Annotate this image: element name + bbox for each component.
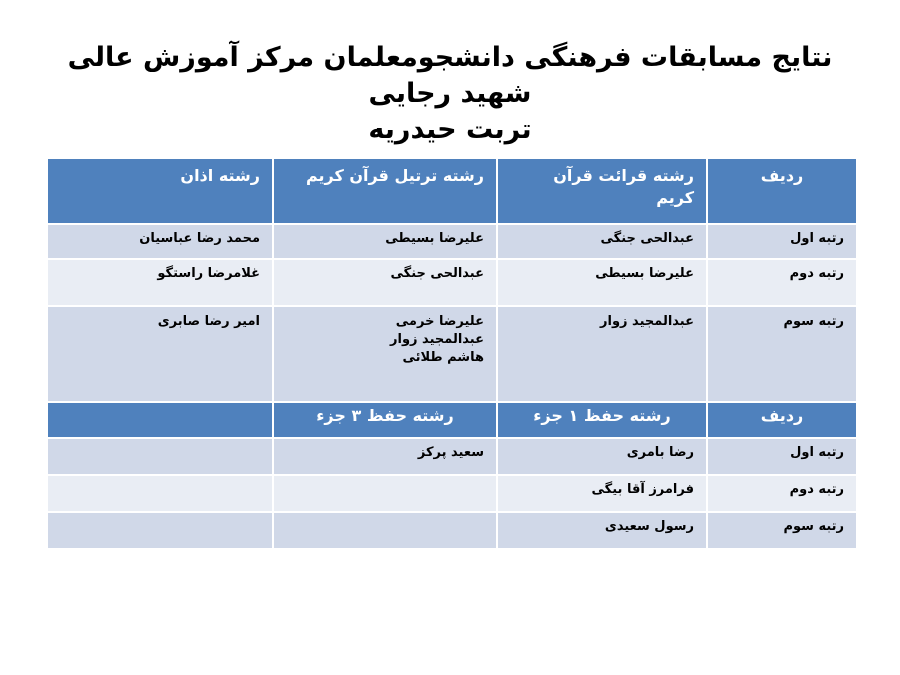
- memorization-results-table: [46, 401, 858, 550]
- cell-qiraat: عبدالمجید زوار: [497, 306, 707, 402]
- cell-rank: رتبه دوم: [707, 259, 857, 306]
- table-row: [47, 475, 857, 512]
- cell-empty: [47, 438, 273, 475]
- table-row: [47, 512, 857, 549]
- cell-rank: رتبه دوم: [707, 475, 857, 512]
- cell-qiraat: عبدالحی جنگی: [497, 224, 707, 259]
- cell-hifz-1: رضا بامری: [497, 438, 707, 475]
- title-line-1: نتایج مسابقات فرهنگی دانشجومعلمان مرکز آموزش عالی شهید رجایی: [67, 42, 833, 109]
- cell-hifz-1: رسول سعیدی: [497, 512, 707, 549]
- table-row: [47, 438, 857, 475]
- cell-azan: غلامرضا راستگو: [47, 259, 273, 306]
- cell-qiraat: علیرضا بسیطی: [497, 259, 707, 306]
- cell-tartil: [273, 306, 497, 402]
- cell-tartil-name: عبدالحی جنگی: [390, 266, 484, 281]
- title-line-2: تربت حیدریه: [368, 114, 532, 145]
- cell-hifz-3: سعید پرکز: [273, 438, 497, 475]
- cell-empty: [47, 512, 273, 549]
- table-row: [47, 224, 857, 259]
- table-header-row: [47, 158, 857, 224]
- recitation-results-table: [46, 157, 858, 403]
- page-title: [40, 40, 860, 148]
- cell-hifz-3: [273, 475, 497, 512]
- cell-azan: امیر رضا صابری: [47, 306, 273, 402]
- header-empty: [47, 402, 273, 438]
- header-hifz-3: رشته حفظ ۳ جزء: [273, 402, 497, 438]
- cell-tartil-name: عبدالمجید زوار: [390, 332, 484, 347]
- header-rank: ردیف: [707, 158, 857, 224]
- cell-rank: رتبه اول: [707, 224, 857, 259]
- header-rank: ردیف: [707, 402, 857, 438]
- cell-tartil: [273, 259, 497, 306]
- table-row: [47, 306, 857, 402]
- cell-tartil: [273, 224, 497, 259]
- cell-hifz-1: فرامرز آقا بیگی: [497, 475, 707, 512]
- cell-tartil-name: هاشم طلائی: [402, 350, 484, 365]
- header-hifz-1: رشته حفظ ۱ جزء: [497, 402, 707, 438]
- cell-tartil-name: علیرضا خرمی: [395, 314, 484, 329]
- cell-rank: رتبه سوم: [707, 512, 857, 549]
- header-qiraat: رشته قرائت قرآن کریم: [497, 158, 707, 224]
- cell-azan: محمد رضا عباسیان: [47, 224, 273, 259]
- cell-rank: رتبه اول: [707, 438, 857, 475]
- table-row: [47, 259, 857, 306]
- cell-rank: رتبه سوم: [707, 306, 857, 402]
- header-azan: رشته اذان: [47, 158, 273, 224]
- cell-tartil-name: علیرضا بسیطی: [385, 231, 484, 246]
- header-tartil: رشته ترتیل قرآن کریم: [273, 158, 497, 224]
- table-header-row: [47, 402, 857, 438]
- cell-hifz-3: [273, 512, 497, 549]
- cell-empty: [47, 475, 273, 512]
